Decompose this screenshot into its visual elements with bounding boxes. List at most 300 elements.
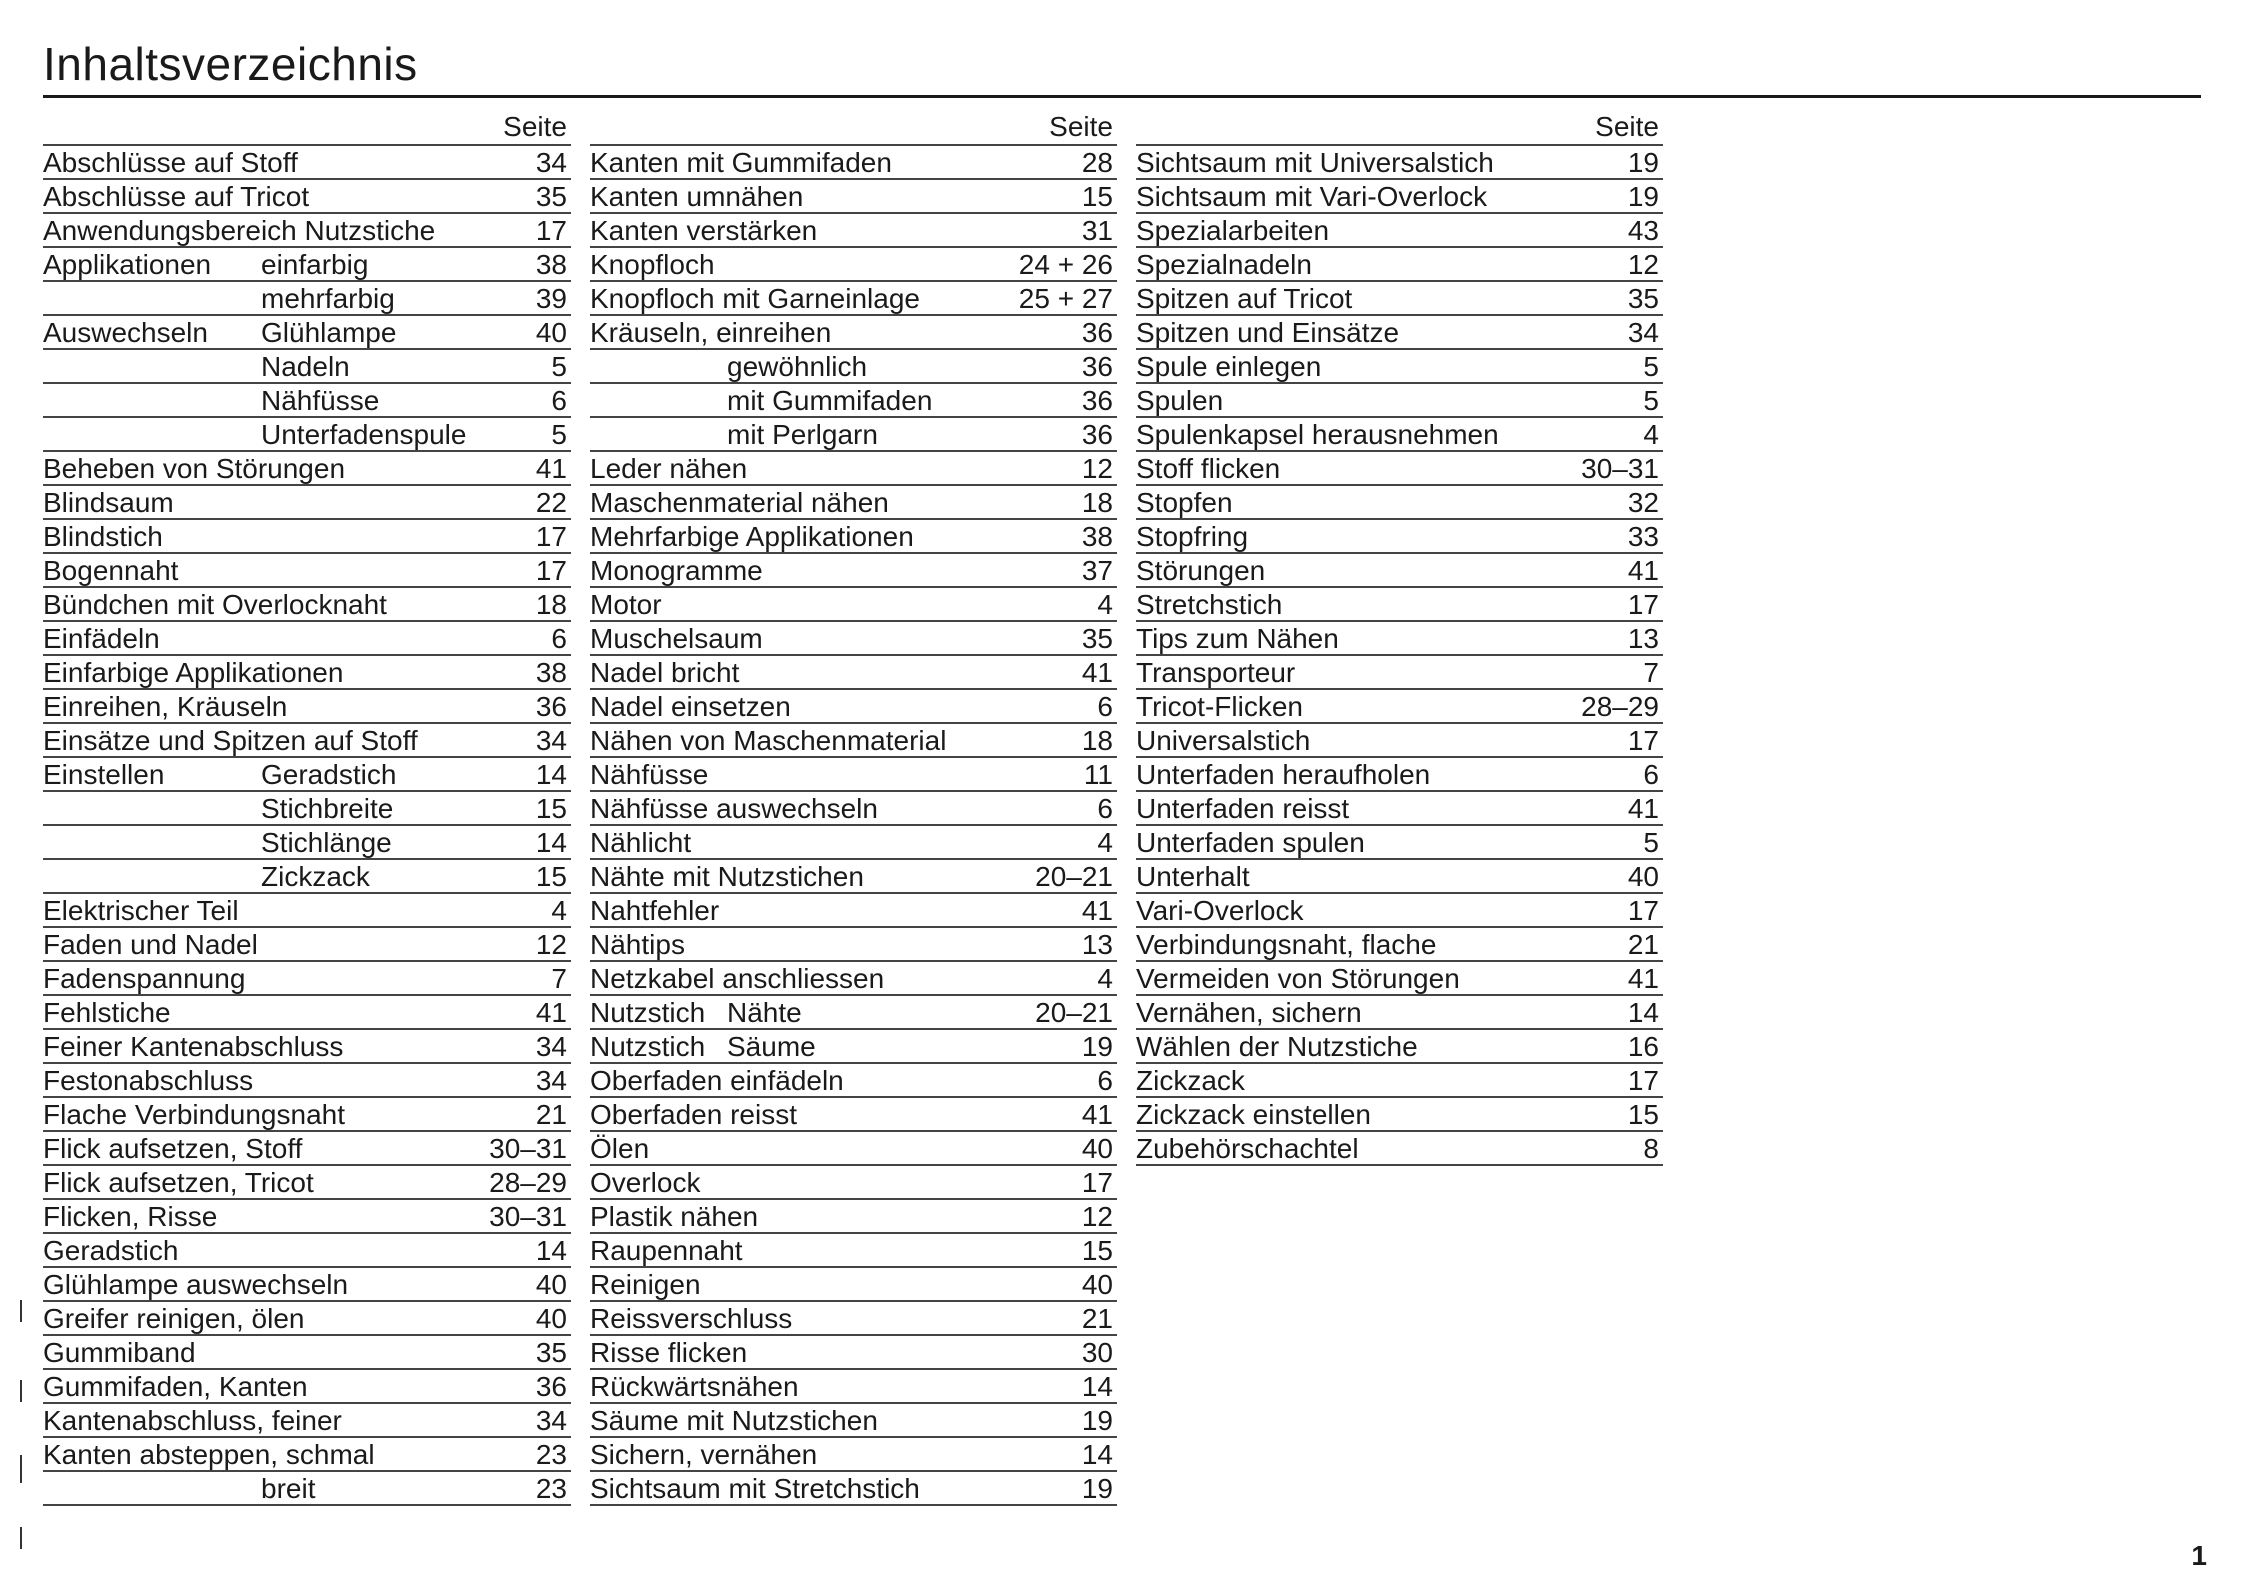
- entry-page-number: 17: [1627, 725, 1659, 756]
- entry-term: Stopfen: [1136, 488, 1233, 518]
- entry-term: Maschenmaterial nähen: [590, 488, 889, 518]
- entry-term: Stoff flicken: [1136, 454, 1281, 484]
- entry-page-number: 4: [1097, 827, 1113, 858]
- entry-page-number: 36: [1081, 351, 1113, 382]
- entry-term: Kantenabschluss, feiner: [43, 1406, 342, 1436]
- index-entry: [1136, 826, 1663, 860]
- entry-term: Feiner Kantenabschluss: [43, 1032, 344, 1062]
- index-entry: [590, 894, 1117, 928]
- entry-page-number: 40: [535, 1269, 567, 1300]
- entry-term: Abschlüsse auf Tricot: [43, 182, 310, 212]
- entry-term: Verbindungsnaht, flache: [1136, 930, 1437, 960]
- index-entry: [590, 520, 1117, 554]
- entry-page-number: 36: [535, 1371, 567, 1402]
- entry-term: Spezialarbeiten: [1136, 216, 1330, 246]
- index-entry: [590, 1098, 1117, 1132]
- index-entry: [590, 248, 1117, 282]
- entry-page-number: 36: [1081, 419, 1113, 450]
- index-entry: [43, 350, 571, 384]
- entry-page-number: 15: [1081, 1235, 1113, 1266]
- index-entry: [43, 554, 571, 588]
- index-entry: [1136, 350, 1663, 384]
- entry-term: Blindstich: [43, 522, 163, 552]
- index-entry: [590, 1302, 1117, 1336]
- entry-page-number: 40: [535, 317, 567, 348]
- entry-page-number: 14: [1081, 1371, 1113, 1402]
- entry-term: Nähen von Maschenmaterial: [590, 726, 947, 756]
- entry-term: Sichtsaum mit Universalstich: [1136, 148, 1494, 178]
- entry-term: Auswechseln: [43, 318, 208, 348]
- entry-subterm: einfarbig: [261, 250, 369, 280]
- entry-term: Spitzen und Einsätze: [1136, 318, 1400, 348]
- index-entry: [43, 690, 571, 724]
- entry-page-number: 5: [1643, 385, 1659, 416]
- index-entry: [43, 996, 571, 1030]
- entry-subterm: Stichlänge: [261, 828, 392, 858]
- entry-term: Knopfloch mit Garneinlage: [590, 284, 920, 314]
- entry-page-number: 13: [1627, 623, 1659, 654]
- entry-page-number: 13: [1081, 929, 1113, 960]
- index-entry: [590, 1166, 1117, 1200]
- index-entry: [43, 1234, 571, 1268]
- entry-page-number: 19: [1081, 1473, 1113, 1504]
- index-entry: [43, 1064, 571, 1098]
- entry-page-number: 14: [535, 759, 567, 790]
- index-entry: [43, 1370, 571, 1404]
- entry-term: Einfarbige Applikationen: [43, 658, 344, 688]
- entry-term: Ölen: [590, 1134, 650, 1164]
- entry-page-number: 6: [1097, 691, 1113, 722]
- entry-term: Unterfaden spulen: [1136, 828, 1365, 858]
- entry-page-number: 25 + 27: [1018, 283, 1113, 314]
- index-column-1: [43, 110, 571, 1506]
- entry-term: Nadel einsetzen: [590, 692, 791, 722]
- page-title: Inhaltsverzeichnis: [43, 38, 418, 90]
- entry-page-number: 34: [535, 1405, 567, 1436]
- entry-term: Spitzen auf Tricot: [1136, 284, 1353, 314]
- entry-term: Gummiband: [43, 1338, 196, 1368]
- entry-page-number: 20–21: [1035, 861, 1113, 892]
- index-entry: [43, 826, 571, 860]
- entry-term: Universalstich: [1136, 726, 1311, 756]
- entry-term: Stretchstich: [1136, 590, 1283, 620]
- entry-page-number: 41: [1627, 555, 1659, 586]
- index-entry: [43, 588, 571, 622]
- entry-term: Einfädeln: [43, 624, 160, 654]
- entry-page-number: 41: [535, 453, 567, 484]
- index-entry: [43, 146, 571, 180]
- entry-term: Beheben von Störungen: [43, 454, 346, 484]
- entry-subterm: Zickzack: [261, 862, 370, 892]
- index-entry: [1136, 248, 1663, 282]
- index-entry: [43, 1336, 571, 1370]
- index-entry: [590, 1268, 1117, 1302]
- entry-term: Einreihen, Kräuseln: [43, 692, 288, 722]
- index-entry: [1136, 792, 1663, 826]
- entry-page-number: 35: [1627, 283, 1659, 314]
- index-entry: [590, 792, 1117, 826]
- index-entry: [590, 1132, 1117, 1166]
- entry-term: Nadel bricht: [590, 658, 740, 688]
- index-entry: [43, 724, 571, 758]
- entry-term: Raupennaht: [590, 1236, 743, 1266]
- entry-page-number: 15: [1081, 181, 1113, 212]
- entry-page-number: 40: [1081, 1133, 1113, 1164]
- index-entry: [1136, 146, 1663, 180]
- entry-page-number: 15: [1627, 1099, 1659, 1130]
- entry-term: Rückwärtsnähen: [590, 1372, 799, 1402]
- entry-term: Monogramme: [590, 556, 763, 586]
- index-entry: [590, 282, 1117, 316]
- index-entry: [590, 1200, 1117, 1234]
- entry-page-number: 19: [1627, 147, 1659, 178]
- entry-page-number: 35: [535, 181, 567, 212]
- index-entry: [590, 758, 1117, 792]
- entry-term: Elektrischer Teil: [43, 896, 239, 926]
- entry-page-number: 17: [535, 555, 567, 586]
- entry-term: Kanten mit Gummifaden: [590, 148, 892, 178]
- index-entry: [43, 928, 571, 962]
- index-entry: [590, 384, 1117, 418]
- index-entry: [43, 282, 571, 316]
- entry-term: Risse flicken: [590, 1338, 748, 1368]
- entry-page-number: 7: [551, 963, 567, 994]
- entry-page-number: 12: [1081, 1201, 1113, 1232]
- index-entry: [43, 792, 571, 826]
- entry-page-number: 6: [551, 385, 567, 416]
- index-entry: [590, 452, 1117, 486]
- entry-page-number: 21: [535, 1099, 567, 1130]
- entry-page-number: 6: [1097, 1065, 1113, 1096]
- index-entry: [1136, 520, 1663, 554]
- entry-term: Blindsaum: [43, 488, 174, 518]
- entry-subterm: breit: [261, 1474, 316, 1504]
- index-entry: [43, 1030, 571, 1064]
- entry-page-number: 32: [1627, 487, 1659, 518]
- index-entry: [590, 656, 1117, 690]
- index-entry: [1136, 724, 1663, 758]
- entry-term: Stopfring: [1136, 522, 1249, 552]
- entry-term: Bogennaht: [43, 556, 179, 586]
- entry-term: Wählen der Nutzstiche: [1136, 1032, 1418, 1062]
- entry-term: Spule einlegen: [1136, 352, 1322, 382]
- index-entry: [590, 1404, 1117, 1438]
- index-entry: [1136, 588, 1663, 622]
- entry-term: Sichern, vernähen: [590, 1440, 818, 1470]
- entry-page-number: 35: [1081, 623, 1113, 654]
- entry-term: Vernähen, sichern: [1136, 998, 1362, 1028]
- entry-page-number: 8: [1643, 1133, 1659, 1164]
- index-entry: [1136, 996, 1663, 1030]
- entry-term: Oberfaden einfädeln: [590, 1066, 844, 1096]
- entry-subterm: Nähte: [727, 998, 802, 1028]
- entry-page-number: 28–29: [1581, 691, 1659, 722]
- index-entry: [590, 418, 1117, 452]
- entry-term: Einstellen: [43, 760, 165, 790]
- index-column-2: [590, 110, 1117, 1506]
- entry-page-number: 19: [1081, 1405, 1113, 1436]
- entry-page-number: 5: [551, 351, 567, 382]
- entry-term: Motor: [590, 590, 662, 620]
- index-entry: [590, 1030, 1117, 1064]
- index-entry: [1136, 894, 1663, 928]
- entry-term: Anwendungsbereich Nutzstiche: [43, 216, 436, 246]
- entry-term: Gummifaden, Kanten: [43, 1372, 308, 1402]
- entry-page-number: 30–31: [1581, 453, 1659, 484]
- entry-page-number: 5: [1643, 827, 1659, 858]
- index-entry: [590, 1438, 1117, 1472]
- entry-term: Knopfloch: [590, 250, 715, 280]
- entry-term: Einsätze und Spitzen auf Stoff: [43, 726, 418, 756]
- entry-page-number: 37: [1081, 555, 1113, 586]
- entry-term: Unterhalt: [1136, 862, 1250, 892]
- entry-page-number: 36: [535, 691, 567, 722]
- entry-term: Sichtsaum mit Vari-Overlock: [1136, 182, 1488, 212]
- entry-term: Faden und Nadel: [43, 930, 258, 960]
- index-entry: [590, 996, 1117, 1030]
- entry-subterm: Unterfadenspule: [261, 420, 467, 450]
- entry-term: Muschelsaum: [590, 624, 763, 654]
- entry-page-number: 12: [1627, 249, 1659, 280]
- entry-term: Plastik nähen: [590, 1202, 759, 1232]
- index-entry: [43, 656, 571, 690]
- index-entry: [43, 1302, 571, 1336]
- entry-page-number: 5: [551, 419, 567, 450]
- entry-page-number: 31: [1081, 215, 1113, 246]
- column-header: Seite: [1049, 111, 1113, 142]
- entry-term: Geradstich: [43, 1236, 179, 1266]
- index-entry: [43, 520, 571, 554]
- entry-term: Säume mit Nutzstichen: [590, 1406, 878, 1436]
- index-entry: [590, 554, 1117, 588]
- index-entry: [590, 962, 1117, 996]
- entry-page-number: 41: [1081, 895, 1113, 926]
- entry-page-number: 40: [1081, 1269, 1113, 1300]
- entry-page-number: 41: [1627, 963, 1659, 994]
- index-entry: [1136, 316, 1663, 350]
- entry-page-number: 19: [1627, 181, 1659, 212]
- margin-mark: [20, 1300, 22, 1322]
- entry-page-number: 34: [535, 1031, 567, 1062]
- entry-page-number: 18: [1081, 725, 1113, 756]
- entry-page-number: 38: [535, 657, 567, 688]
- page-number: 1: [2191, 1540, 2207, 1571]
- entry-page-number: 17: [535, 215, 567, 246]
- index-entry: [1136, 418, 1663, 452]
- entry-page-number: 28–29: [489, 1167, 567, 1198]
- entry-page-number: 17: [1627, 589, 1659, 620]
- entry-page-number: 36: [1081, 317, 1113, 348]
- index-entry: [43, 452, 571, 486]
- index-entry: [590, 690, 1117, 724]
- entry-page-number: 6: [1643, 759, 1659, 790]
- index-entry: [590, 1064, 1117, 1098]
- entry-page-number: 14: [1627, 997, 1659, 1028]
- entry-page-number: 40: [1627, 861, 1659, 892]
- index-entry: [43, 1404, 571, 1438]
- index-entry: [43, 1200, 571, 1234]
- entry-page-number: 21: [1081, 1303, 1113, 1334]
- entry-term: Nähtips: [590, 930, 685, 960]
- entry-page-number: 34: [1627, 317, 1659, 348]
- entry-term: Nähfüsse: [590, 760, 709, 790]
- entry-page-number: 22: [535, 487, 567, 518]
- index-entry: [43, 962, 571, 996]
- index-entry: [1136, 214, 1663, 248]
- column-header: Seite: [503, 111, 567, 142]
- index-entry: [1136, 928, 1663, 962]
- entry-page-number: 34: [535, 725, 567, 756]
- index-entry: [43, 1166, 571, 1200]
- index-entry: [1136, 1064, 1663, 1098]
- entry-page-number: 23: [535, 1473, 567, 1504]
- entry-page-number: 28: [1081, 147, 1113, 178]
- index-entry: [590, 860, 1117, 894]
- entry-page-number: 14: [1081, 1439, 1113, 1470]
- entry-page-number: 16: [1627, 1031, 1659, 1062]
- entry-term: Zubehörschachtel: [1136, 1134, 1359, 1164]
- entry-term: Störungen: [1136, 556, 1266, 586]
- entry-page-number: 4: [1097, 963, 1113, 994]
- entry-page-number: 34: [535, 1065, 567, 1096]
- entry-term: Applikationen: [43, 250, 212, 280]
- entry-page-number: 12: [1081, 453, 1113, 484]
- index-entry: [43, 214, 571, 248]
- index-entry: [590, 1370, 1117, 1404]
- entry-page-number: 41: [1081, 1099, 1113, 1130]
- index-entry: [43, 1268, 571, 1302]
- entry-page-number: 41: [535, 997, 567, 1028]
- index-entry: [43, 622, 571, 656]
- entry-list: [590, 144, 1117, 1506]
- entry-page-number: 18: [1081, 487, 1113, 518]
- entry-term: Unterfaden heraufholen: [1136, 760, 1431, 790]
- entry-term: Transporteur: [1136, 658, 1296, 688]
- entry-page-number: 41: [1081, 657, 1113, 688]
- index-entry: [1136, 758, 1663, 792]
- entry-subterm: mit Gummifaden: [727, 386, 933, 416]
- index-entry: [1136, 452, 1663, 486]
- entry-page-number: 33: [1627, 521, 1659, 552]
- entry-subterm: Säume: [727, 1032, 816, 1062]
- entry-term: Nahtfehler: [590, 896, 720, 926]
- index-entry: [1136, 282, 1663, 316]
- entry-page-number: 4: [551, 895, 567, 926]
- entry-page-number: 20–21: [1035, 997, 1113, 1028]
- index-entry: [43, 486, 571, 520]
- entry-term: Nutzstich: [590, 1032, 706, 1062]
- entry-list: [1136, 144, 1663, 1166]
- entry-term: Reinigen: [590, 1270, 701, 1300]
- index-entry: [43, 418, 571, 452]
- title-rule: [43, 95, 2201, 98]
- entry-page-number: 18: [535, 589, 567, 620]
- index-entry: [590, 180, 1117, 214]
- entry-subterm: Geradstich: [261, 760, 397, 790]
- entry-term: Nutzstich: [590, 998, 706, 1028]
- entry-term: Flick aufsetzen, Tricot: [43, 1168, 314, 1198]
- index-column-3: [1136, 110, 1663, 1166]
- index-entry: [43, 1472, 571, 1506]
- index-entry: [1136, 656, 1663, 690]
- entry-page-number: 38: [535, 249, 567, 280]
- entry-term: Kanten absteppen, schmal: [43, 1440, 375, 1470]
- entry-page-number: 30: [1081, 1337, 1113, 1368]
- entry-page-number: 40: [535, 1303, 567, 1334]
- margin-mark: [20, 1527, 22, 1549]
- index-entry: [43, 1438, 571, 1472]
- index-entry: [1136, 1030, 1663, 1064]
- entry-page-number: 4: [1643, 419, 1659, 450]
- index-entry: [1136, 554, 1663, 588]
- entry-page-number: 12: [535, 929, 567, 960]
- entry-page-number: 21: [1627, 929, 1659, 960]
- index-entry: [590, 1472, 1117, 1506]
- entry-term: Flicken, Risse: [43, 1202, 218, 1232]
- entry-page-number: 17: [1627, 1065, 1659, 1096]
- entry-subterm: gewöhnlich: [727, 352, 868, 382]
- index-entry: [590, 588, 1117, 622]
- index-entry: [43, 860, 571, 894]
- entry-term: Kanten verstärken: [590, 216, 818, 246]
- entry-subterm: mehrfarbig: [261, 284, 395, 314]
- entry-term: Nählicht: [590, 828, 692, 858]
- entry-page-number: 17: [535, 521, 567, 552]
- entry-page-number: 30–31: [489, 1201, 567, 1232]
- entry-term: Abschlüsse auf Stoff: [43, 148, 298, 178]
- entry-page-number: 15: [535, 793, 567, 824]
- entry-subterm: Glühlampe: [261, 318, 397, 348]
- index-entry: [1136, 860, 1663, 894]
- index-entry: [1136, 690, 1663, 724]
- index-entry: [43, 180, 571, 214]
- index-entry: [43, 894, 571, 928]
- index-entry: [590, 928, 1117, 962]
- entry-term: Flick aufsetzen, Stoff: [43, 1134, 303, 1164]
- index-entry: [1136, 486, 1663, 520]
- entry-subterm: mit Perlgarn: [727, 420, 878, 450]
- entry-page-number: 24 + 26: [1018, 249, 1113, 280]
- entry-term: Mehrfarbige Applikationen: [590, 522, 914, 552]
- entry-term: Netzkabel anschliessen: [590, 964, 885, 994]
- entry-term: Zickzack: [1136, 1066, 1245, 1096]
- index-entry: [590, 486, 1117, 520]
- index-entry: [1136, 962, 1663, 996]
- entry-page-number: 11: [1083, 759, 1113, 790]
- entry-term: Vermeiden von Störungen: [1136, 964, 1460, 994]
- column-header: Seite: [1595, 111, 1659, 142]
- entry-term: Bündchen mit Overlocknaht: [43, 590, 387, 620]
- entry-term: Tips zum Nähen: [1136, 624, 1339, 654]
- entry-term: Kanten umnähen: [590, 182, 804, 212]
- entry-page-number: 36: [1081, 385, 1113, 416]
- entry-term: Vari-Overlock: [1136, 896, 1304, 926]
- index-entry: [43, 384, 571, 418]
- entry-term: Overlock: [590, 1168, 701, 1198]
- entry-term: Fadenspannung: [43, 964, 246, 994]
- index-entry: [43, 248, 571, 282]
- entry-term: Spulen: [1136, 386, 1224, 416]
- entry-subterm: Nähfüsse: [261, 386, 380, 416]
- index-entry: [590, 146, 1117, 180]
- entry-page-number: 14: [535, 827, 567, 858]
- index-entry: [590, 1336, 1117, 1370]
- entry-page-number: 43: [1627, 215, 1659, 246]
- index-entry: [43, 316, 571, 350]
- entry-page-number: 5: [1643, 351, 1659, 382]
- index-entry: [1136, 180, 1663, 214]
- index-entry: [43, 1132, 571, 1166]
